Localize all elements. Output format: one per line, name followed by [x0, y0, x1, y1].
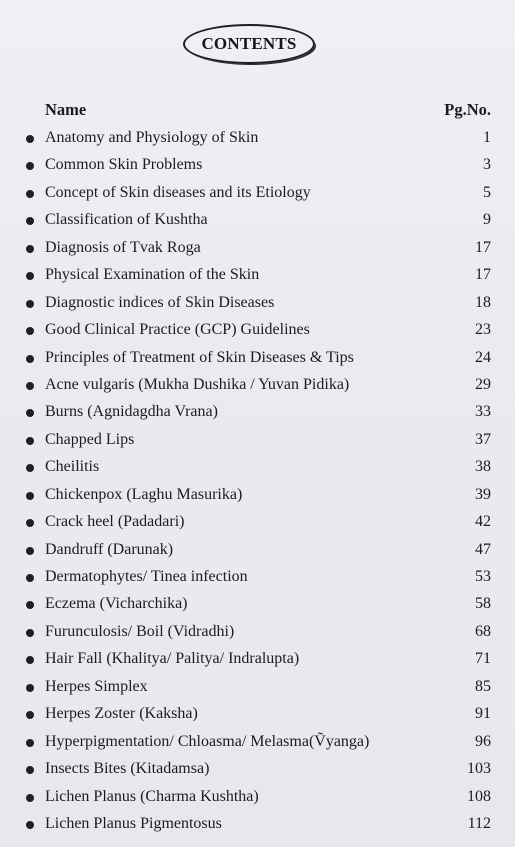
toc-entry	[0, 237, 515, 264]
toc-entry-page: 29	[475, 375, 491, 393]
toc-entry-name: Lichen Planus (Charma Kushtha)	[45, 787, 259, 805]
toc-entry	[0, 566, 515, 593]
bullet-icon	[26, 272, 34, 280]
bullet-icon	[26, 217, 34, 225]
toc-entry	[0, 676, 515, 703]
bullet-icon	[26, 821, 34, 829]
toc-entry-page: 103	[467, 760, 491, 778]
toc-entry-name: Common Skin Problems	[45, 156, 203, 174]
bullet-icon	[26, 739, 34, 747]
toc-entry-name: Diagnostic indices of Skin Diseases	[45, 293, 275, 311]
toc-entry	[0, 593, 515, 620]
toc-entry-name: Furunculosis/ Boil (Vidradhi)	[45, 622, 235, 640]
toc-entry-name: Dandruff (Darunak)	[45, 540, 174, 558]
page-number-column-header: Pg.No.	[444, 100, 491, 119]
toc-entry-name: Principles of Treatment of Skin Diseases & Tips	[45, 348, 354, 366]
toc-entry-name: Herpes Simplex	[45, 677, 148, 695]
bullet-icon	[26, 711, 34, 719]
toc-entry-name: Lichen Planus Pigmentosus	[45, 814, 222, 832]
toc-entry-name: Chickenpox (Laghu Masurika)	[45, 485, 243, 503]
toc-entry	[0, 456, 515, 483]
bullet-icon	[26, 162, 34, 170]
toc-entry	[0, 429, 515, 456]
toc-entry-page: 47	[475, 540, 491, 558]
toc-entry-name: Cheilitis	[45, 458, 100, 476]
toc-entry	[0, 731, 515, 758]
bullet-icon	[26, 794, 34, 802]
toc-entry	[0, 209, 515, 236]
toc-entry	[0, 154, 515, 181]
toc-entry-name: Dermatophytes/ Tinea infection	[45, 568, 248, 585]
bullet-icon	[26, 601, 34, 609]
toc-entry	[0, 127, 515, 154]
bullet-icon	[26, 519, 34, 527]
toc-entry-name: Hyperpigmentation/ Chloasma/ Melasma(Ṽyanga)	[45, 732, 370, 750]
toc-entry-name: Good Clinical Practice (GCP) Guidelines	[45, 321, 310, 339]
bullet-icon	[26, 382, 34, 390]
toc-entry	[0, 758, 515, 785]
toc-entry-page: 17	[475, 238, 491, 256]
toc-entry-page: 91	[475, 705, 491, 723]
toc-entry-name: Insects Bites (Kitadamsa)	[45, 760, 210, 778]
toc-entry	[0, 511, 515, 538]
bullet-icon	[26, 656, 34, 664]
toc-entry	[0, 813, 515, 840]
bullet-icon	[26, 437, 34, 445]
toc-entry-name: Burns (Agnidagdha Vrana)	[45, 403, 218, 421]
page-title: CONTENTS	[201, 34, 297, 53]
toc-entry-name: Crack heel (Padadari)	[45, 513, 185, 531]
toc-entry	[0, 347, 515, 374]
bullet-icon	[26, 300, 34, 308]
toc-entry-page: 68	[475, 622, 491, 640]
toc-entry-name: Classification of Kushtha	[45, 211, 208, 229]
contents-title-oval	[183, 24, 315, 64]
toc-entry	[0, 182, 515, 209]
toc-entry	[0, 401, 515, 428]
toc-entry-page: 112	[467, 814, 491, 832]
toc-list	[0, 127, 515, 840]
toc-entry-page: 85	[475, 677, 491, 695]
toc-entry	[0, 786, 515, 813]
toc-entry	[0, 703, 515, 730]
toc-entry-page: 23	[475, 321, 491, 339]
toc-entry-page: 42	[475, 513, 491, 531]
bullet-icon	[26, 629, 34, 637]
bullet-icon	[26, 766, 34, 774]
bullet-icon	[26, 190, 34, 198]
toc-entry	[0, 539, 515, 566]
toc-entry-name: Anatomy and Physiology of Skin	[45, 129, 259, 146]
toc-entry	[0, 621, 515, 648]
toc-entry-page: 17	[475, 266, 491, 284]
toc-entry-page: 39	[475, 485, 491, 503]
toc-entry-page: 24	[475, 348, 491, 366]
toc-entry-page: 96	[475, 732, 491, 750]
toc-entry-page: 71	[475, 650, 491, 668]
bullet-icon	[26, 135, 34, 143]
bullet-icon	[26, 327, 34, 335]
toc-entry-name: Hair Fall (Khalitya/ Palitya/ Indralupta)	[45, 650, 300, 668]
toc-entry	[0, 648, 515, 675]
toc-entry	[0, 484, 515, 511]
toc-entry	[0, 319, 515, 346]
bullet-icon	[26, 547, 34, 555]
toc-entry-name: Acne vulgaris (Mukha Dushika / Yuvan Pidika)	[45, 375, 350, 393]
bullet-icon	[26, 492, 34, 500]
toc-entry-name: Diagnosis of Tvak Roga	[45, 238, 201, 256]
toc-entry	[0, 292, 515, 319]
toc-entry-name: Concept of Skin diseases and its Etiology	[45, 183, 311, 201]
toc-entry-page: 108	[467, 787, 491, 805]
toc-entry-page: 3	[483, 156, 491, 174]
toc-entry-name: Herpes Zoster (Kaksha)	[45, 705, 198, 723]
bullet-icon	[26, 574, 34, 582]
toc-entry	[0, 264, 515, 291]
toc-entry-page: 53	[475, 568, 491, 585]
toc-entry-page: 58	[475, 595, 491, 613]
toc-entry-page: 37	[475, 430, 491, 448]
toc-header	[0, 100, 515, 122]
toc-entry-page: 18	[475, 293, 491, 311]
bullet-icon	[26, 464, 34, 472]
name-column-header: Name	[45, 100, 87, 119]
bullet-icon	[26, 355, 34, 363]
toc-entry-page: 1	[483, 129, 491, 146]
toc-entry-name: Physical Examination of the Skin	[45, 266, 260, 284]
bullet-icon	[26, 684, 34, 692]
toc-entry-page: 33	[475, 403, 491, 421]
toc-entry-page: 9	[483, 211, 491, 229]
toc-entry-name: Eczema (Vicharchika)	[45, 595, 188, 613]
bullet-icon	[26, 245, 34, 253]
toc-entry	[0, 374, 515, 401]
toc-entry-page: 5	[483, 183, 491, 201]
bullet-icon	[26, 409, 34, 417]
toc-entry-page: 38	[475, 458, 491, 476]
toc-entry-name: Chapped Lips	[45, 430, 135, 448]
